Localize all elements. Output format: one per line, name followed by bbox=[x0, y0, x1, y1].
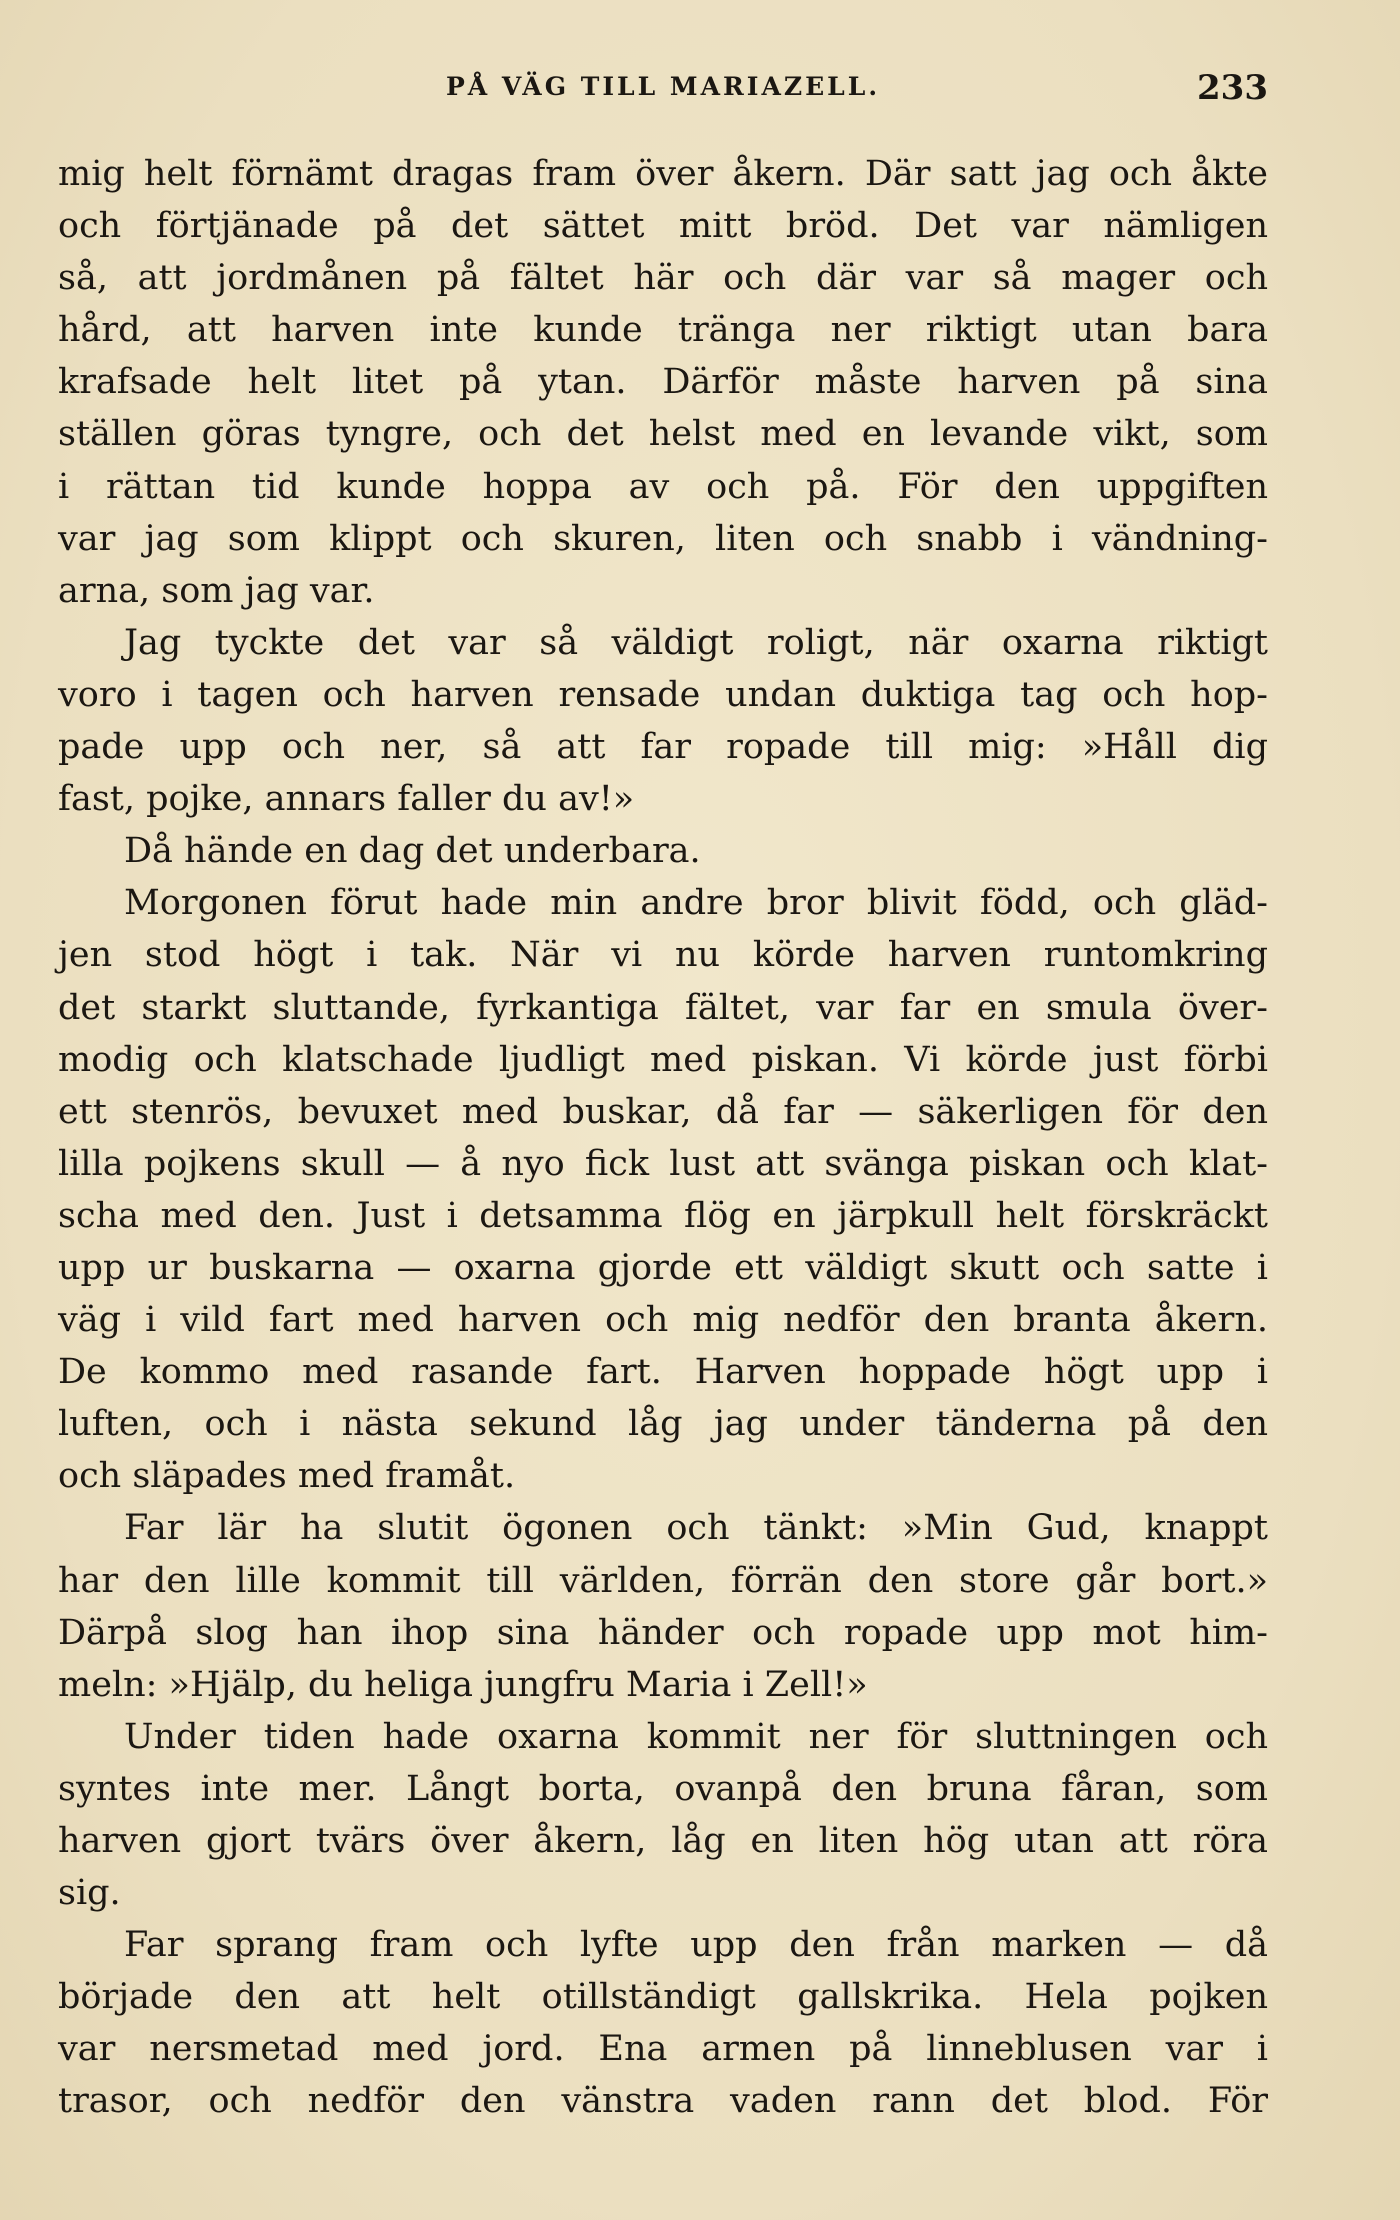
text-line: det starkt sluttande, fyrkantiga fältet, var far en smula över- bbox=[58, 987, 1268, 1028]
text-line: Därpå slog han ihop sina händer och ropade upp mot him- bbox=[58, 1612, 1268, 1653]
text-line: lilla pojkens skull — å nyo fick lust att svänga piskan och klat- bbox=[58, 1143, 1268, 1184]
text-line: ett stenrös, bevuxet med buskar, då far — säkerligen för den bbox=[58, 1091, 1268, 1132]
text-line: fast, pojke, annars faller du av!» bbox=[58, 779, 635, 820]
text-line: hård, att harven inte kunde tränga ner riktigt utan bara bbox=[58, 310, 1268, 351]
text-line: luften, och i nästa sekund låg jag under tänderna på den bbox=[58, 1404, 1268, 1445]
text-line: och släpades med framåt. bbox=[58, 1456, 516, 1497]
text-line: så, att jordmånen på fältet här och där var så mager och bbox=[58, 258, 1268, 299]
text-line: syntes inte mer. Långt borta, ovanpå den bruna fåran, som bbox=[58, 1768, 1268, 1809]
text-line: och förtjänade på det sättet mitt bröd. Det var nämligen bbox=[58, 206, 1268, 247]
running-title: PÅ VÄG TILL MARIAZELL. bbox=[445, 72, 881, 101]
text-line: Far sprang fram och lyfte upp den från marken — då bbox=[124, 1925, 1268, 1966]
text-line: ställen göras tyngre, och det helst med en levande vikt, som bbox=[58, 414, 1268, 455]
text-line: var jag som klippt och skuren, liten och snabb i vändning- bbox=[58, 518, 1268, 559]
text-line: De kommo med rasande fart. Harven hoppade högt upp i bbox=[58, 1352, 1268, 1393]
text-line: sig. bbox=[58, 1873, 121, 1914]
text-line: pade upp och ner, så att far ropade till mig: »Håll dig bbox=[58, 727, 1268, 768]
page-number: 233 bbox=[1197, 68, 1268, 108]
text-line: scha med den. Just i detsamma flög en järpkull helt förskräckt bbox=[58, 1195, 1268, 1236]
text-line: väg i vild fart med harven och mig nedför den branta åkern. bbox=[58, 1300, 1268, 1341]
text-line: Far lär ha slutit ögonen och tänkt: »Min Gud, knappt bbox=[124, 1508, 1268, 1549]
text-line: i rättan tid kunde hoppa av och på. För den uppgiften bbox=[58, 466, 1268, 507]
text-line: arna, som jag var. bbox=[58, 570, 375, 611]
text-line: voro i tagen och harven rensade undan duktiga tag och hop- bbox=[58, 674, 1268, 715]
text-line: modig och klatschade ljudligt med piskan. Vi körde just förbi bbox=[58, 1039, 1268, 1080]
text-line: jen stod högt i tak. När vi nu körde harven runtomkring bbox=[58, 935, 1268, 976]
text-line: Jag tyckte det var så väldigt roligt, när oxarna riktigt bbox=[124, 622, 1268, 663]
text-line: var nersmetad med jord. Ena armen på linneblusen var i bbox=[58, 2029, 1268, 2070]
text-line: mig helt förnämt dragas fram över åkern. Där satt jag och åkte bbox=[58, 154, 1268, 194]
body-text bbox=[58, 148, 1268, 2128]
running-head bbox=[58, 68, 1268, 108]
text-line: började den att helt otillständigt gallskrika. Hela pojken bbox=[58, 1977, 1268, 2018]
text-line: upp ur buskarna — oxarna gjorde ett väldigt skutt och satte i bbox=[58, 1247, 1268, 1288]
text-line: Morgonen förut hade min andre bror blivit född, och gläd- bbox=[124, 883, 1268, 924]
text-line: har den lille kommit till världen, förrän den store går bort.» bbox=[58, 1560, 1268, 1601]
text-line: harven gjort tvärs över åkern, låg en liten hög utan att röra bbox=[58, 1821, 1268, 1861]
text-line: Då hände en dag det underbara. bbox=[124, 831, 701, 872]
text-line: trasor, och nedför den vänstra vaden rann det blod. För bbox=[58, 2081, 1268, 2122]
text-line: krafsade helt litet på ytan. Därför måste harven på sina bbox=[58, 362, 1268, 403]
text-line: meln: »Hjälp, du heliga jungfru Maria i Zell!» bbox=[58, 1664, 868, 1705]
text-line: Under tiden hade oxarna kommit ner för sluttningen och bbox=[124, 1716, 1268, 1757]
